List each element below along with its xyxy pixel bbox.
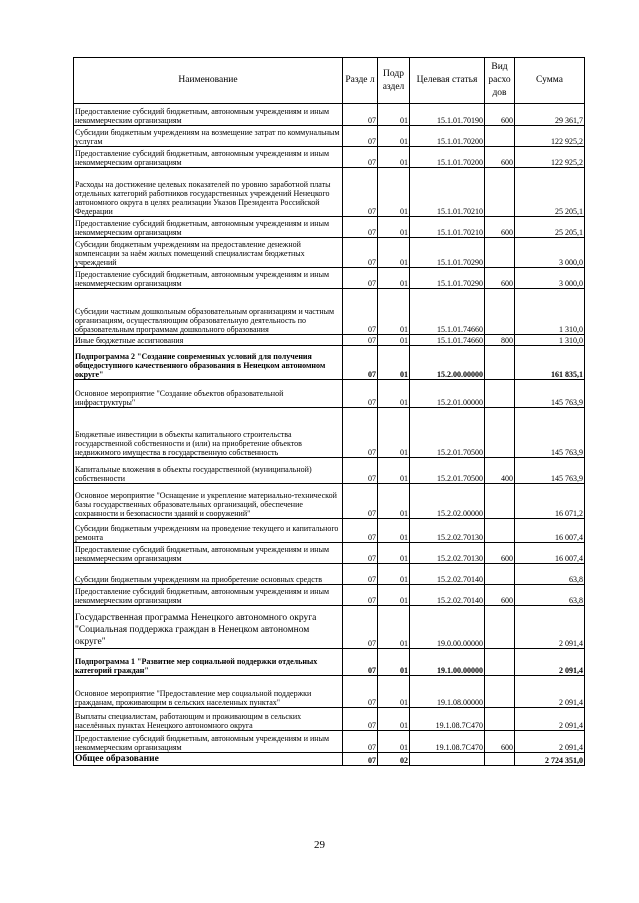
cell-target: 15.1.01.70210 bbox=[410, 168, 485, 217]
cell-name: Государственная программа Ненецкого автономного округа "Социальная поддержка граждан в Ненецком автономном округе" bbox=[74, 606, 343, 649]
cell-name: Предоставление субсидий бюджетным, автономным учреждениям и иным некоммерческим организациям bbox=[74, 104, 343, 126]
cell-name: Субсидии бюджетным учреждениям на проведение текущего и капитального ремонта bbox=[74, 519, 343, 543]
cell-name: Предоставление субсидий бюджетным, автономным учреждениям и иным некоммерческим организациям bbox=[74, 731, 343, 753]
cell-subsection: 01 bbox=[378, 484, 410, 519]
cell-section: 07 bbox=[343, 564, 378, 585]
cell-amount: 16 007,4 bbox=[515, 519, 585, 543]
cell-target: 15.2.02.70140 bbox=[410, 585, 485, 606]
cell-amount: 161 835,1 bbox=[515, 346, 585, 380]
cell-name: Субсидии бюджетным учреждениям на возмещение затрат по коммунальным услугам bbox=[74, 126, 343, 147]
cell-name: Предоставление субсидий бюджетным, автономным учреждениям и иным некоммерческим организациям bbox=[74, 147, 343, 168]
cell-amount: 1 310,0 bbox=[515, 335, 585, 346]
cell-target: 19.1.08.7С470 bbox=[410, 708, 485, 731]
cell-section: 07 bbox=[343, 543, 378, 564]
cell-target: 15.1.01.74660 bbox=[410, 289, 485, 335]
cell-name: Расходы на достижение целевых показателей по уровню заработной платы отдельных категорий работников государственных учреждений Ненецкого автономного округа в целях реализации Указов Президента Российской Федерации bbox=[74, 168, 343, 217]
cell-subsection: 02 bbox=[378, 753, 410, 766]
cell-name: Капитальные вложения в объекты государственной (муниципальной) собственности bbox=[74, 458, 343, 484]
cell-subsection: 01 bbox=[378, 380, 410, 408]
cell-amount: 63,8 bbox=[515, 585, 585, 606]
cell-name: Субсидии частным дошкольным образовательным организациям и частным организациям, осуществляющим образовательную деятельность по образовательным программам дошкольного образования bbox=[74, 289, 343, 335]
cell-name: Основное мероприятие "Создание объектов образовательной инфраструктуры" bbox=[74, 380, 343, 408]
cell-kind bbox=[485, 708, 515, 731]
header-kind: Вид расхо дов bbox=[485, 58, 515, 104]
cell-amount: 145 763,9 bbox=[515, 408, 585, 458]
table-row bbox=[74, 458, 585, 484]
cell-amount: 2 091,4 bbox=[515, 708, 585, 731]
header-subsection: Подр аздел bbox=[378, 58, 410, 104]
cell-kind bbox=[485, 564, 515, 585]
cell-kind bbox=[485, 289, 515, 335]
cell-amount: 63,8 bbox=[515, 564, 585, 585]
table-row bbox=[74, 104, 585, 126]
cell-kind: 600 bbox=[485, 268, 515, 289]
cell-amount: 122 925,2 bbox=[515, 126, 585, 147]
cell-amount: 1 310,0 bbox=[515, 289, 585, 335]
cell-kind bbox=[485, 606, 515, 649]
cell-kind bbox=[485, 649, 515, 676]
table-row bbox=[74, 147, 585, 168]
cell-section: 07 bbox=[343, 519, 378, 543]
cell-subsection: 01 bbox=[378, 104, 410, 126]
cell-amount: 25 205,1 bbox=[515, 168, 585, 217]
cell-amount: 2 091,4 bbox=[515, 606, 585, 649]
cell-section: 07 bbox=[343, 289, 378, 335]
cell-section: 07 bbox=[343, 458, 378, 484]
cell-section: 07 bbox=[343, 126, 378, 147]
cell-section: 07 bbox=[343, 268, 378, 289]
cell-target bbox=[410, 753, 485, 766]
cell-section: 07 bbox=[343, 104, 378, 126]
cell-amount: 3 000,0 bbox=[515, 238, 585, 268]
table-row bbox=[74, 731, 585, 753]
cell-target: 15.1.01.70190 bbox=[410, 104, 485, 126]
cell-section: 07 bbox=[343, 335, 378, 346]
cell-section: 07 bbox=[343, 649, 378, 676]
cell-kind: 800 bbox=[485, 335, 515, 346]
cell-subsection: 01 bbox=[378, 268, 410, 289]
cell-amount: 16 007,4 bbox=[515, 543, 585, 564]
cell-section: 07 bbox=[343, 606, 378, 649]
table-row bbox=[74, 380, 585, 408]
cell-subsection: 01 bbox=[378, 408, 410, 458]
cell-subsection: 01 bbox=[378, 708, 410, 731]
table-row bbox=[74, 289, 585, 335]
cell-name: Предоставление субсидий бюджетным, автономным учреждениям и иным некоммерческим организациям bbox=[74, 543, 343, 564]
cell-kind bbox=[485, 519, 515, 543]
cell-kind bbox=[485, 126, 515, 147]
cell-section: 07 bbox=[343, 168, 378, 217]
cell-target: 15.1.01.70290 bbox=[410, 268, 485, 289]
cell-amount: 145 763,9 bbox=[515, 458, 585, 484]
table-row bbox=[74, 346, 585, 380]
cell-target: 15.1.01.70290 bbox=[410, 238, 485, 268]
cell-section: 07 bbox=[343, 585, 378, 606]
cell-name: Общее образование bbox=[74, 753, 343, 766]
table-row bbox=[74, 335, 585, 346]
cell-subsection: 01 bbox=[378, 564, 410, 585]
table-row bbox=[74, 217, 585, 238]
cell-subsection: 01 bbox=[378, 543, 410, 564]
cell-section: 07 bbox=[343, 346, 378, 380]
cell-section: 07 bbox=[343, 147, 378, 168]
cell-target: 19.1.08.7С470 bbox=[410, 731, 485, 753]
cell-amount: 122 925,2 bbox=[515, 147, 585, 168]
table-row bbox=[74, 519, 585, 543]
cell-target: 15.2.02.00000 bbox=[410, 484, 485, 519]
cell-amount: 16 071,2 bbox=[515, 484, 585, 519]
table-header-row bbox=[74, 58, 585, 104]
cell-section: 07 bbox=[343, 238, 378, 268]
cell-amount: 2 724 351,0 bbox=[515, 753, 585, 766]
cell-amount: 3 000,0 bbox=[515, 268, 585, 289]
cell-subsection: 01 bbox=[378, 168, 410, 217]
cell-section: 07 bbox=[343, 753, 378, 766]
table-row bbox=[74, 168, 585, 217]
cell-target: 19.0.00.00000 bbox=[410, 606, 485, 649]
cell-kind: 400 bbox=[485, 458, 515, 484]
cell-kind bbox=[485, 484, 515, 519]
table-row bbox=[74, 753, 585, 766]
cell-kind: 600 bbox=[485, 217, 515, 238]
cell-target: 19.1.08.00000 bbox=[410, 676, 485, 708]
table-row bbox=[74, 585, 585, 606]
cell-subsection: 01 bbox=[378, 519, 410, 543]
cell-name: Основное мероприятие "Предоставление мер социальной поддержки гражданам, проживающим в сельских населенных пунктах" bbox=[74, 676, 343, 708]
cell-amount: 2 091,4 bbox=[515, 731, 585, 753]
cell-target: 15.1.01.70200 bbox=[410, 147, 485, 168]
cell-kind: 600 bbox=[485, 585, 515, 606]
cell-section: 07 bbox=[343, 380, 378, 408]
cell-kind bbox=[485, 753, 515, 766]
cell-kind bbox=[485, 346, 515, 380]
cell-name: Субсидии бюджетным учреждениям на предоставление денежной компенсации за наём жилых помещений специалистам бюджетных учреждений bbox=[74, 238, 343, 268]
cell-subsection: 01 bbox=[378, 458, 410, 484]
cell-subsection: 01 bbox=[378, 649, 410, 676]
cell-name: Основное мероприятие "Оснащение и укрепление материально-технической базы государственных образовательных организаций, обеспечение сохранности и безопасности зданий и сооружений" bbox=[74, 484, 343, 519]
table-row bbox=[74, 606, 585, 649]
cell-kind: 600 bbox=[485, 543, 515, 564]
table-row bbox=[74, 126, 585, 147]
cell-name: Предоставление субсидий бюджетным, автономным учреждениям и иным некоммерческим организациям bbox=[74, 268, 343, 289]
cell-name: Иные бюджетные ассигнования bbox=[74, 335, 343, 346]
cell-kind bbox=[485, 676, 515, 708]
cell-target: 15.1.01.70210 bbox=[410, 217, 485, 238]
header-amount: Сумма bbox=[515, 58, 585, 104]
cell-section: 07 bbox=[343, 731, 378, 753]
cell-name: Выплаты специалистам, работающим и проживающим в сельских населённых пунктах Ненецкого автономного округа bbox=[74, 708, 343, 731]
table-row bbox=[74, 268, 585, 289]
cell-name: Бюджетные инвестиции в объекты капитального строительства государственной собственности и (или) на приобретение объектов недвижимого имущества в государственную собственность bbox=[74, 408, 343, 458]
cell-subsection: 01 bbox=[378, 335, 410, 346]
cell-kind bbox=[485, 380, 515, 408]
cell-section: 07 bbox=[343, 484, 378, 519]
table-row bbox=[74, 484, 585, 519]
table-row bbox=[74, 708, 585, 731]
cell-subsection: 01 bbox=[378, 238, 410, 268]
cell-subsection: 01 bbox=[378, 676, 410, 708]
cell-amount: 2 091,4 bbox=[515, 676, 585, 708]
cell-kind bbox=[485, 238, 515, 268]
cell-section: 07 bbox=[343, 708, 378, 731]
cell-target: 15.2.00.00000 bbox=[410, 346, 485, 380]
cell-subsection: 01 bbox=[378, 585, 410, 606]
table-row bbox=[74, 408, 585, 458]
cell-amount: 145 763,9 bbox=[515, 380, 585, 408]
table-body bbox=[74, 104, 585, 766]
table-row bbox=[74, 649, 585, 676]
cell-kind: 600 bbox=[485, 147, 515, 168]
cell-target: 15.2.01.00000 bbox=[410, 380, 485, 408]
cell-name: Подпрограмма 1 "Развитие мер социальной поддержки отдельных категорий граждан" bbox=[74, 649, 343, 676]
cell-name: Субсидии бюджетным учреждениям на приобретение основных средств bbox=[74, 564, 343, 585]
table-row bbox=[74, 564, 585, 585]
cell-section: 07 bbox=[343, 408, 378, 458]
cell-subsection: 01 bbox=[378, 217, 410, 238]
cell-amount: 2 091,4 bbox=[515, 649, 585, 676]
cell-subsection: 01 bbox=[378, 289, 410, 335]
header-target: Целевая статья bbox=[410, 58, 485, 104]
cell-target: 15.2.02.70130 bbox=[410, 519, 485, 543]
cell-kind: 600 bbox=[485, 104, 515, 126]
cell-section: 07 bbox=[343, 217, 378, 238]
cell-subsection: 01 bbox=[378, 606, 410, 649]
cell-kind bbox=[485, 408, 515, 458]
cell-section: 07 bbox=[343, 676, 378, 708]
table-row bbox=[74, 543, 585, 564]
cell-target: 15.2.02.70140 bbox=[410, 564, 485, 585]
cell-subsection: 01 bbox=[378, 731, 410, 753]
cell-kind: 600 bbox=[485, 731, 515, 753]
cell-subsection: 01 bbox=[378, 147, 410, 168]
cell-subsection: 01 bbox=[378, 346, 410, 380]
budget-table bbox=[73, 57, 585, 766]
cell-kind bbox=[485, 168, 515, 217]
cell-target: 15.2.01.70500 bbox=[410, 408, 485, 458]
cell-name: Подпрограмма 2 "Создание современных условий для получения общедоступного качественного образования в Ненецком автономном округе" bbox=[74, 346, 343, 380]
cell-target: 15.1.01.70200 bbox=[410, 126, 485, 147]
cell-amount: 29 361,7 bbox=[515, 104, 585, 126]
header-name: Наименование bbox=[74, 58, 343, 104]
cell-target: 15.2.02.70130 bbox=[410, 543, 485, 564]
cell-subsection: 01 bbox=[378, 126, 410, 147]
cell-target: 19.1.00.00000 bbox=[410, 649, 485, 676]
cell-target: 15.1.01.74660 bbox=[410, 335, 485, 346]
cell-target: 15.2.01.70500 bbox=[410, 458, 485, 484]
cell-name: Предоставление субсидий бюджетным, автономным учреждениям и иным некоммерческим организациям bbox=[74, 217, 343, 238]
header-section: Разде л bbox=[343, 58, 378, 104]
table-row bbox=[74, 676, 585, 708]
page-number: 29 bbox=[314, 839, 325, 851]
cell-name: Предоставление субсидий бюджетным, автономным учреждениям и иным некоммерческим организациям bbox=[74, 585, 343, 606]
table-row bbox=[74, 238, 585, 268]
cell-amount: 25 205,1 bbox=[515, 217, 585, 238]
